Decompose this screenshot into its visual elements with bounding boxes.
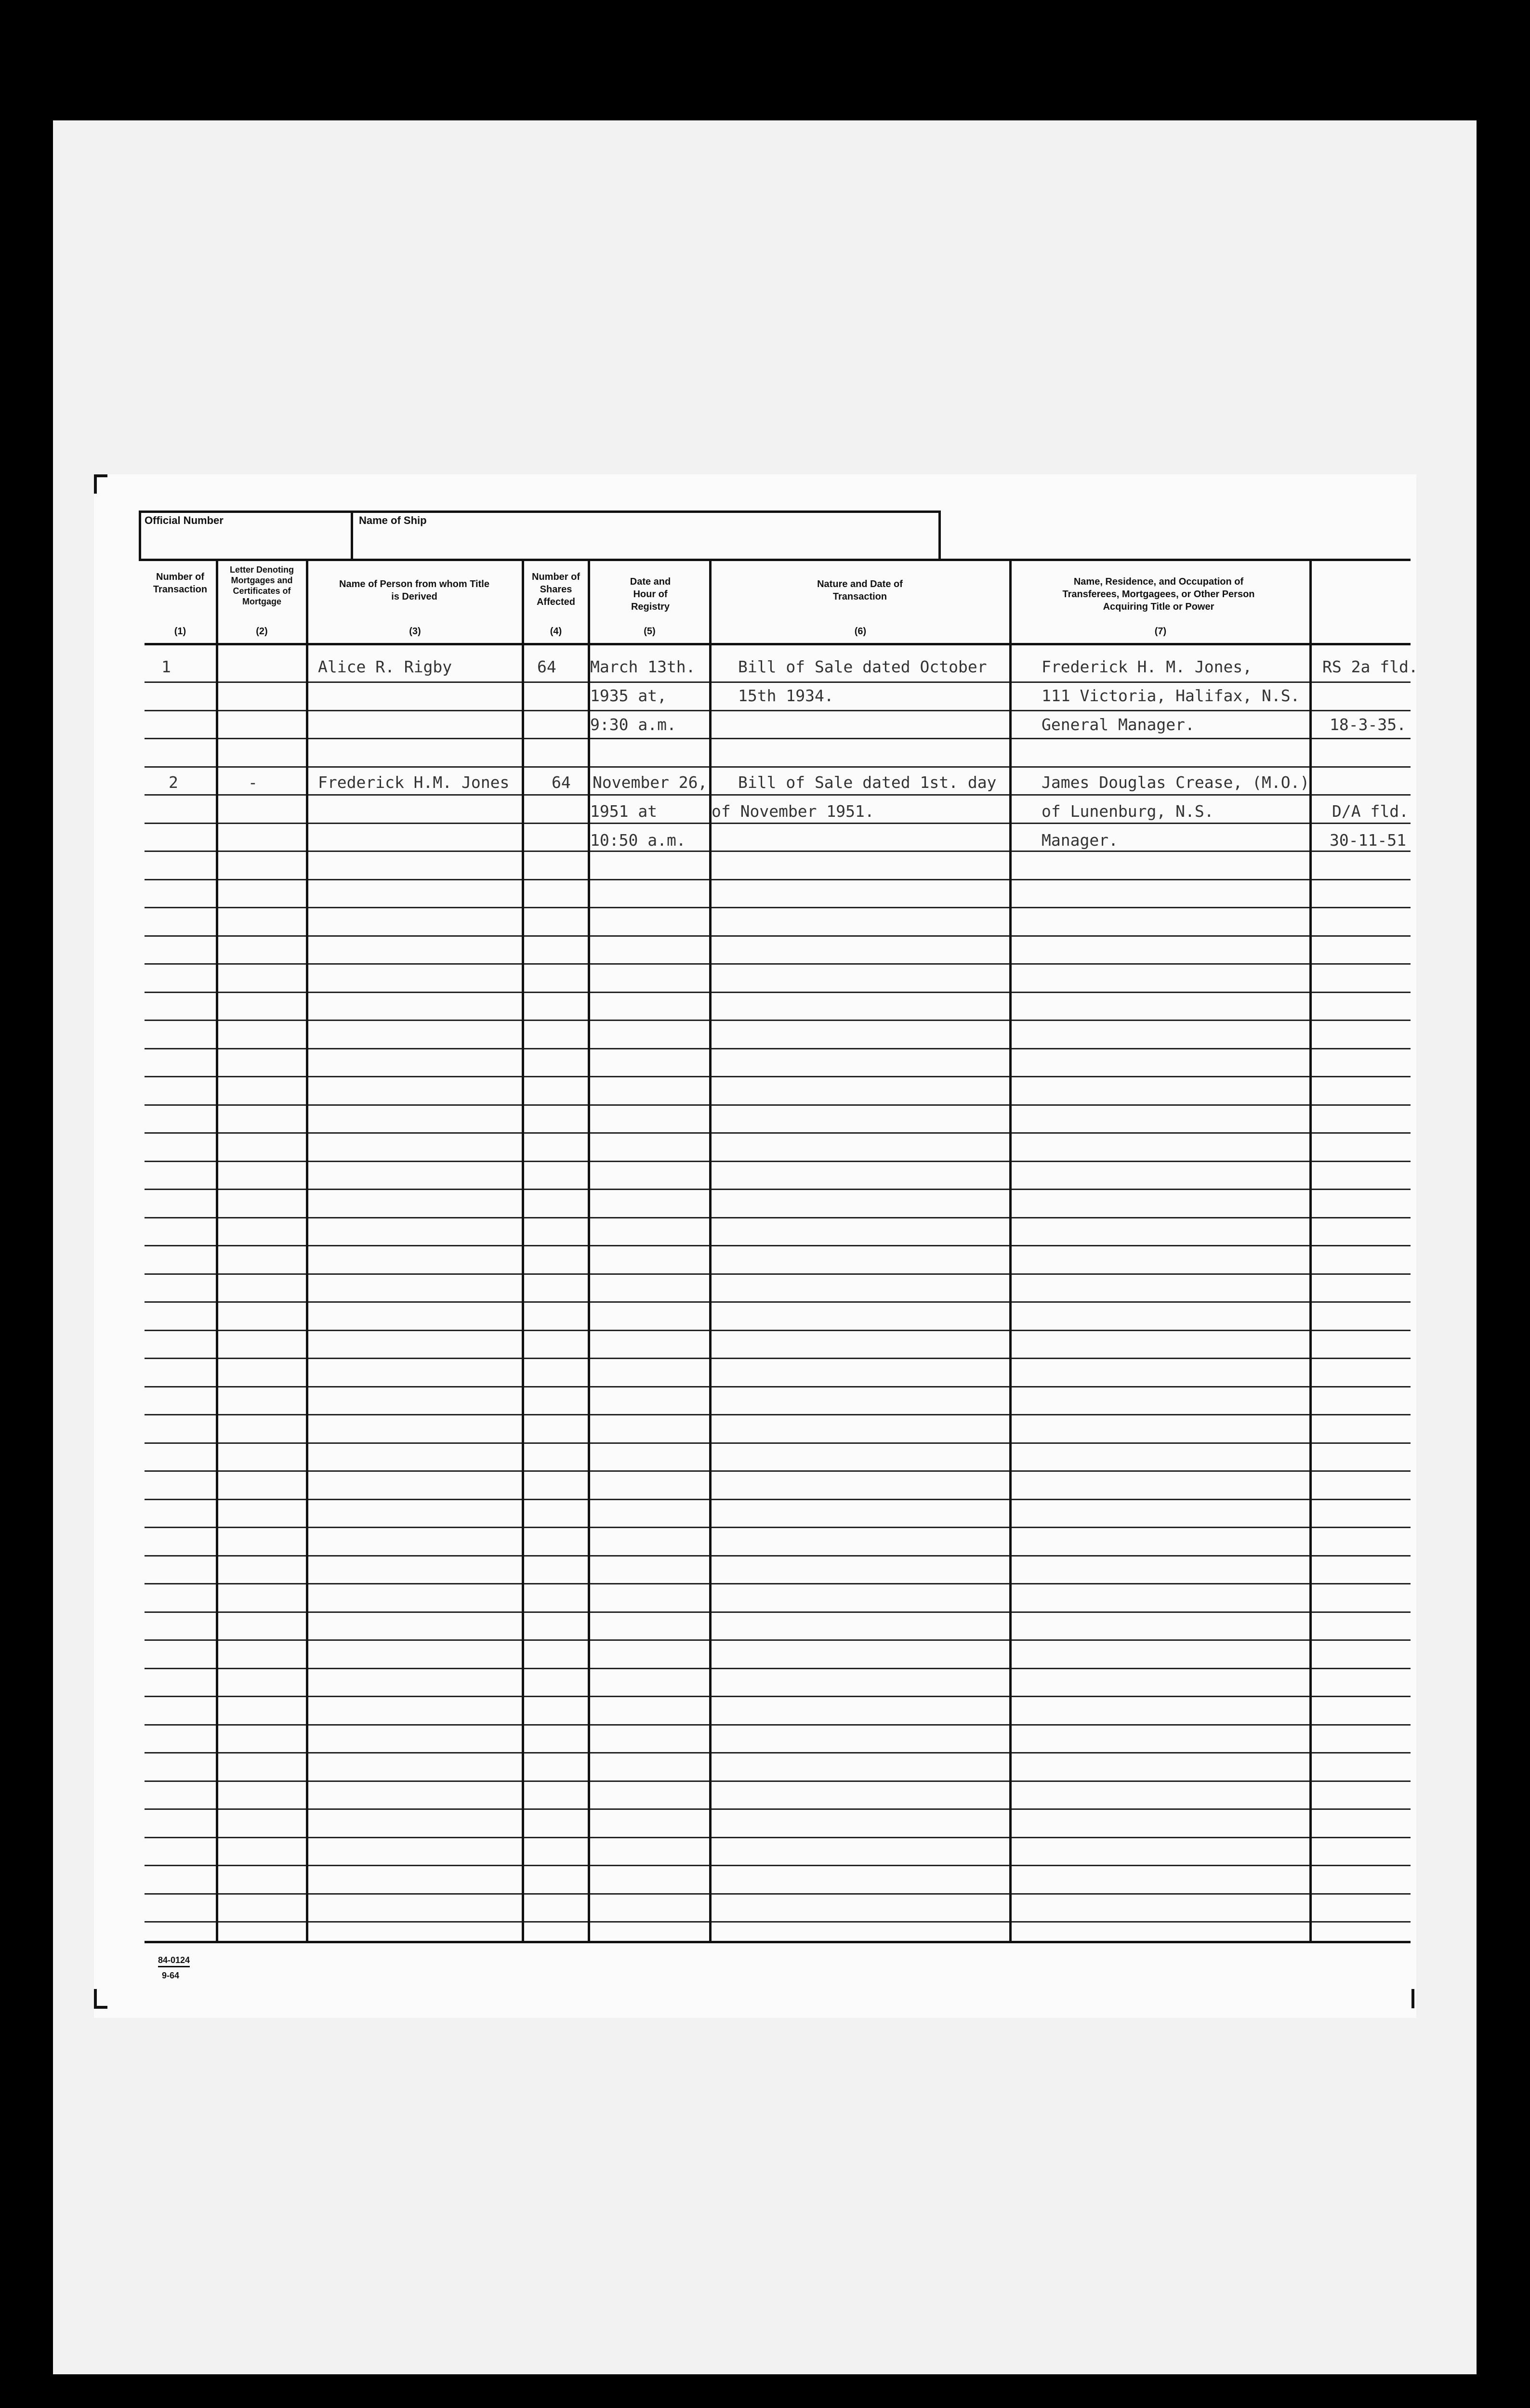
- col2-number: (2): [256, 626, 268, 637]
- column-divider-5: [709, 559, 712, 1943]
- col6-number: (6): [854, 626, 867, 637]
- official-number-label: Official Number: [145, 514, 224, 526]
- entry1-acquirer-line2: 111 Victoria, Halifax, N.S.: [1042, 686, 1300, 705]
- entry1-acquirer-line3: General Manager.: [1042, 715, 1195, 734]
- col7-heading: Name, Residence, and Occupation of Transferees, Mortgagees, or Other Person Acquiring Title or Power: [1062, 576, 1255, 612]
- row-rule: [145, 879, 1411, 880]
- row-rule: [145, 1161, 1411, 1162]
- column-divider-2: [306, 559, 308, 1943]
- transactions-table: [145, 559, 1418, 1943]
- row-rule: [145, 1132, 1411, 1134]
- row-rule: [145, 963, 1411, 965]
- row-rule: [145, 1865, 1411, 1866]
- col1-heading: Number of Transaction: [153, 572, 208, 595]
- col3-heading: Name of Person from whom Title is Derived: [339, 579, 489, 602]
- col2-heading: Letter Denoting Mortgages and Certificates of Mortgage: [230, 565, 294, 606]
- row-rule: [145, 1048, 1411, 1049]
- header-bottom-border: [145, 643, 1411, 645]
- row-rule: [145, 935, 1411, 937]
- row-rule: [145, 1527, 1411, 1528]
- row-rule: [145, 1104, 1411, 1106]
- row-rule: [145, 710, 1411, 711]
- entry2-number: 2: [169, 773, 178, 792]
- corner-mark-bottom-left-vertical: [94, 1989, 97, 2008]
- name-of-ship-box: [351, 510, 941, 561]
- entry1-note2: 18-3-35.: [1330, 715, 1406, 734]
- entry2-date-line3: 10:50 a.m.: [590, 831, 686, 850]
- column-divider-3: [522, 559, 524, 1943]
- row-rule: [145, 1499, 1411, 1500]
- entry2-acquirer-line2: of Lunenburg, N.S.: [1042, 802, 1214, 821]
- row-rule: [145, 851, 1411, 852]
- column-divider-4: [588, 559, 590, 1943]
- entry2-shares: 64: [552, 773, 571, 792]
- col3-number: (3): [409, 626, 421, 637]
- row-rule: [145, 1808, 1411, 1810]
- entry2-acquirer-line1: James Douglas Crease, (M.O.): [1042, 773, 1310, 792]
- corner-mark-bottom-right-vertical: [1411, 1989, 1414, 2008]
- row-rule: [145, 1414, 1411, 1415]
- row-rule: [145, 794, 1411, 796]
- entry1-nature-line1: Bill of Sale dated October: [738, 657, 987, 676]
- corner-mark-top-left-vertical: [94, 474, 97, 494]
- entry2-date-line2: 1951 at: [590, 802, 658, 821]
- row-rule: [145, 681, 1411, 683]
- row-rule: [145, 1696, 1411, 1697]
- entry2-note2: 30-11-51: [1330, 831, 1406, 850]
- row-rule: [145, 1668, 1411, 1669]
- entry2-date-line1: November 26,: [593, 773, 708, 792]
- row-rule: [145, 1301, 1411, 1303]
- row-rule: [145, 1076, 1411, 1077]
- entry1-note1: RS 2a fld.: [1322, 657, 1418, 676]
- row-rule: [145, 1330, 1411, 1331]
- row-rule: [145, 766, 1411, 768]
- row-rule: [145, 1921, 1411, 1923]
- name-of-ship-label: Name of Ship: [359, 514, 427, 526]
- entry2-note1: D/A fld.: [1332, 802, 1409, 821]
- row-rule: [145, 1217, 1411, 1218]
- row-rule: [145, 1583, 1411, 1584]
- row-rule: [145, 1724, 1411, 1726]
- table-top-border: [145, 559, 1411, 561]
- entry1-date-line2: 1935 at,: [590, 686, 667, 705]
- entry1-date-line3: 9:30 a.m.: [590, 715, 676, 734]
- row-rule: [145, 1189, 1411, 1190]
- form-code: 84-0124: [158, 1954, 190, 1967]
- col6-heading: Nature and Date of Transaction: [817, 579, 903, 602]
- row-rule: [145, 1273, 1411, 1275]
- entry2-acquirer-line3: Manager.: [1042, 831, 1118, 850]
- entry1-from: Alice R. Rigby: [318, 657, 452, 676]
- row-rule: [145, 1245, 1411, 1246]
- row-rule: [145, 1780, 1411, 1782]
- row-rule: [145, 992, 1411, 993]
- entry1-shares: 64: [537, 657, 556, 676]
- row-rule: [145, 1358, 1411, 1359]
- column-divider-7: [1309, 559, 1312, 1943]
- table-bottom-border: [145, 1941, 1411, 1943]
- row-rule: [145, 1386, 1411, 1387]
- entry2-letter: -: [248, 773, 258, 792]
- row-rule: [145, 1442, 1411, 1444]
- row-rule: [145, 1893, 1411, 1895]
- column-divider-1: [216, 559, 218, 1943]
- entry1-nature-line2: 15th 1934.: [738, 686, 834, 705]
- row-rule: [145, 823, 1411, 824]
- col5-heading: Date and Hour of Registry: [630, 576, 671, 612]
- col4-number: (4): [550, 626, 562, 637]
- entry2-from: Frederick H.M. Jones: [318, 773, 510, 792]
- column-divider-6: [1009, 559, 1012, 1943]
- row-rule: [145, 1555, 1411, 1557]
- row-rule: [145, 738, 1411, 739]
- row-rule: [145, 1639, 1411, 1641]
- row-rule: [145, 1611, 1411, 1613]
- entry1-date-line1: March 13th.: [590, 657, 696, 676]
- form-date: 9-64: [162, 1971, 180, 1980]
- col1-number: (1): [174, 626, 186, 637]
- row-rule: [145, 1837, 1411, 1838]
- row-rule: [145, 1020, 1411, 1021]
- row-rule: [145, 1752, 1411, 1754]
- row-rule: [145, 1470, 1411, 1472]
- col5-number: (5): [644, 626, 656, 637]
- entry2-nature-line2: of November 1951.: [712, 802, 874, 821]
- entry1-number: 1: [161, 657, 171, 676]
- row-rule: [145, 907, 1411, 908]
- entry2-nature-line1: Bill of Sale dated 1st. day: [738, 773, 997, 792]
- entry1-acquirer-line1: Frederick H. M. Jones,: [1042, 657, 1253, 676]
- col4-heading: Number of Shares Affected: [532, 572, 580, 607]
- col7-number: (7): [1154, 626, 1167, 637]
